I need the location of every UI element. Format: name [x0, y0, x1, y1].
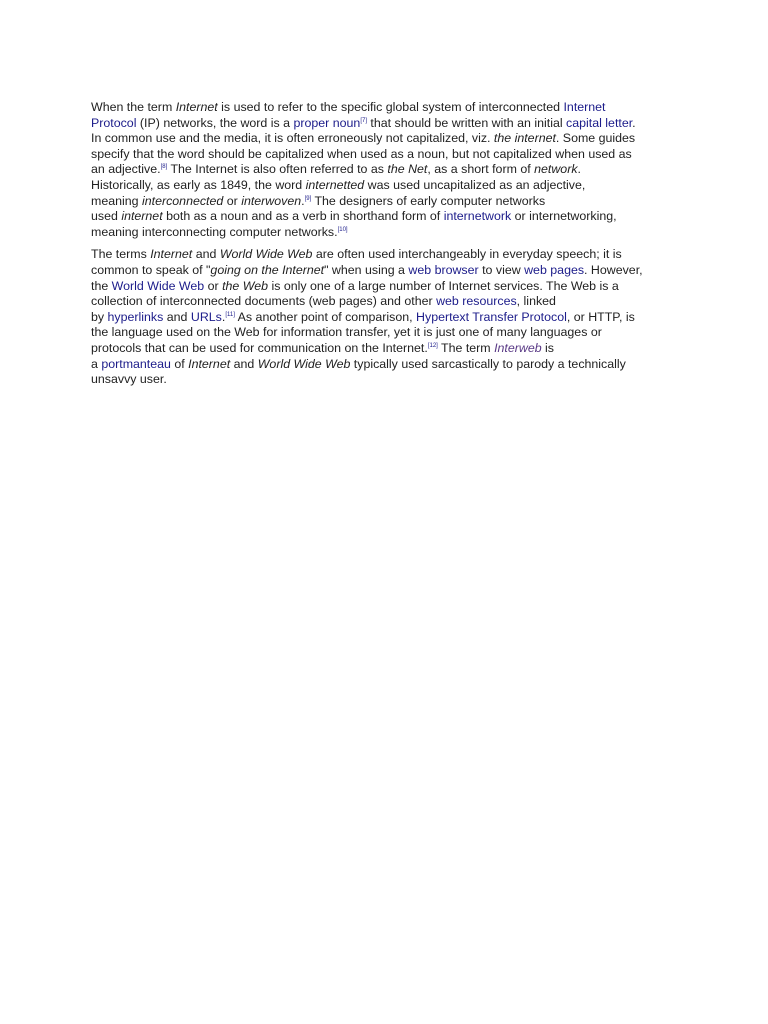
text-run: When the term [91, 100, 176, 114]
text-line [91, 247, 681, 263]
link-hyperlinks[interactable]: hyperlinks [107, 309, 164, 324]
text-run: The term [437, 340, 495, 355]
text-run: both as a noun and as a verb in shorthand form of [162, 209, 444, 224]
citation-9[interactable]: [9] [304, 195, 312, 202]
text-run: meaning interconnecting computer networks. [91, 224, 338, 239]
italic-term: interwoven [241, 193, 302, 208]
link-http[interactable]: Hypertext Transfer Protocol [416, 309, 567, 324]
italic-term: network [534, 162, 578, 177]
link-internet-protocol[interactable]: Internet [563, 100, 606, 114]
text-run: or [223, 193, 242, 208]
text-run: are often used interchangeably in everyday speech; it is [312, 247, 622, 262]
link-capital-letter[interactable]: capital letter [566, 115, 633, 130]
italic-term: the internet [493, 131, 556, 146]
italic-term: the Web [222, 278, 268, 293]
text-line: the language used on the Web for information transfer, yet it is just one of many languages or [91, 325, 602, 340]
text-line [91, 279, 681, 295]
text-run: protocols that can be used for communication on the Internet. [91, 340, 428, 355]
text-run: . [632, 115, 636, 130]
text-run: and [192, 247, 220, 262]
text-line: unsavvy user. [91, 372, 167, 387]
text-run: and [163, 309, 191, 324]
text-run: " when using a [324, 262, 409, 277]
text-run: The terms [91, 247, 151, 262]
text-run: is only one of a large number of Internet services. The Web is a [268, 278, 619, 293]
citation-8[interactable]: [8] [160, 164, 168, 171]
italic-term: the Net [387, 162, 428, 177]
italic-term: going on the Internet [210, 262, 325, 277]
text-run: or internetworking, [511, 209, 617, 224]
text-line [91, 341, 681, 357]
link-interweb[interactable]: Interweb [494, 340, 542, 355]
text-line [91, 178, 681, 194]
text-run: is [541, 340, 555, 355]
italic-term: Internet [188, 356, 231, 371]
text-run: of [170, 356, 189, 371]
link-web-pages[interactable]: web pages [524, 262, 585, 277]
text-run: The designers of early computer networks [311, 193, 546, 208]
text-line [91, 357, 681, 373]
text-run: Historically, as early as 1849, the word [91, 177, 306, 192]
text-run: (IP) networks, the word is a [136, 115, 294, 130]
text-line [91, 116, 681, 132]
text-run: , linked [516, 294, 556, 309]
citation-10[interactable]: [10] [337, 226, 348, 233]
citation-7[interactable]: [7] [360, 117, 367, 124]
text-run: and [230, 356, 258, 371]
text-run: . [221, 309, 226, 324]
text-run: As another point of comparison, [234, 309, 417, 324]
text-line [91, 131, 681, 147]
text-run: typically used sarcastically to parody a technically [350, 356, 626, 371]
text-line [91, 263, 681, 279]
text-line: specify that the word should be capitalized when used as a noun, but not capitalized when used as [91, 146, 632, 161]
text-run: meaning [91, 193, 142, 208]
link-portmanteau[interactable]: portmanteau [101, 356, 171, 371]
text-run: . However, [584, 262, 643, 277]
text-line [91, 225, 681, 241]
text-run: In common use and the media, it is often erroneously not capitalized, viz. [91, 131, 494, 146]
text-run: is used to refer to the specific global system of interconnected [217, 100, 564, 114]
text-line [91, 294, 681, 310]
text-run: collection of interconnected documents (web pages) and other [91, 294, 437, 309]
link-web-browser[interactable]: web browser [408, 262, 479, 277]
text-run: , as a short form of [427, 162, 535, 177]
italic-term: internetted [305, 177, 365, 192]
text-run: . [301, 193, 305, 208]
italic-term: Internet [150, 247, 193, 262]
text-run: by [91, 309, 108, 324]
italic-term: internet [121, 209, 163, 224]
link-internetwork[interactable]: internetwork [443, 209, 512, 224]
text-line [91, 194, 681, 210]
text-run: The Internet is also often referred to as [167, 162, 388, 177]
text-line [91, 209, 681, 225]
text-line [91, 310, 681, 326]
text-run: used [91, 209, 122, 224]
text-line [91, 162, 681, 178]
text-run: , or HTTP, is [566, 309, 635, 324]
text-run: . Some guides [555, 131, 636, 146]
text-line [91, 100, 681, 116]
text-run: was used uncapitalized as an adjective, [364, 177, 586, 192]
italic-term: World Wide Web [219, 247, 313, 262]
article-body [91, 100, 681, 395]
citation-12[interactable]: [12] [427, 342, 438, 349]
citation-11[interactable]: [11] [225, 311, 235, 318]
text-run: common to speak of " [91, 262, 211, 277]
paragraph-internet-vs-web [91, 247, 681, 387]
link-internet-protocol[interactable]: Protocol [91, 115, 137, 130]
italic-term: World Wide Web [257, 356, 351, 371]
text-run: an adjective. [91, 162, 161, 177]
text-run: or [204, 278, 223, 293]
text-run: a [91, 356, 102, 371]
italic-term: Internet [175, 100, 218, 114]
text-run: that should be written with an initial [366, 115, 567, 130]
link-urls[interactable]: URLs [190, 309, 222, 324]
link-world-wide-web[interactable]: World Wide Web [111, 278, 205, 293]
paragraph-capitalization [91, 100, 681, 240]
link-proper-noun[interactable]: proper noun [293, 115, 361, 130]
link-web-resources[interactable]: web resources [436, 294, 517, 309]
text-run: . [577, 162, 581, 177]
italic-term: interconnected [141, 193, 224, 208]
text-run: the [91, 278, 112, 293]
text-run: to view [478, 262, 525, 277]
